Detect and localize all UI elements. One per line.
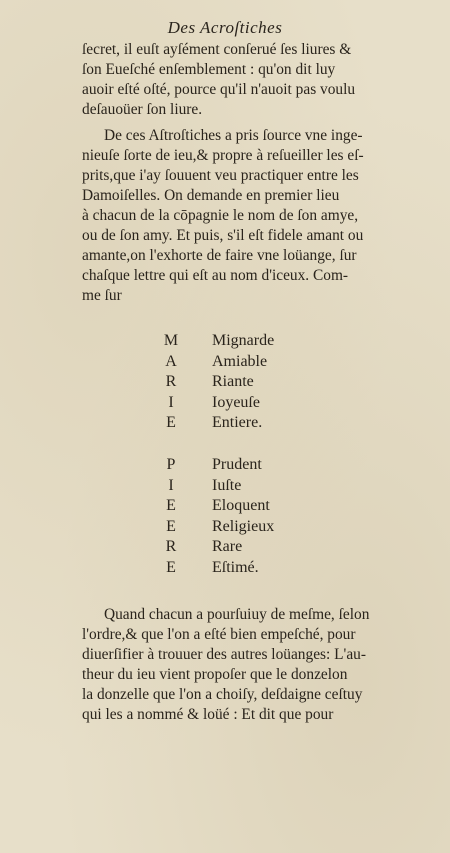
acrostic-row: [130, 558, 350, 579]
acrostic-letter: A: [165, 352, 177, 370]
text-line: l'ordre,& que l'on a eſté bien empeſché, pour: [82, 626, 356, 643]
text-line: amante,on l'exhorte de faire vne loüange, ſur: [82, 247, 357, 264]
acrostic-word: Prudent: [212, 456, 262, 473]
text-line: me ſur: [82, 287, 122, 304]
acrostic-word: Eloquent: [212, 497, 270, 514]
acrostic-row: [130, 476, 350, 497]
acrostic-row: [130, 393, 350, 414]
acrostic-letter: E: [166, 558, 176, 576]
acrostic-letter: E: [166, 414, 176, 431]
text-line: qui les a nommé & loüé : Et dit que pour: [82, 706, 334, 723]
paragraph-1: [82, 40, 432, 120]
text-line: Damoiſelles. On demande en premier lieu: [82, 187, 340, 204]
text-line: ſecret, il euſt ayſément conſerué ſes liures &: [82, 41, 352, 58]
text-line: diuerſifier à trouuer des autres loüanges: L'au-: [82, 646, 366, 663]
acrostic-row: [130, 331, 350, 352]
text-line: Quand chacun a pourſuiuy de meſme, ſelon: [104, 606, 370, 623]
acrostic-marie: [130, 331, 350, 434]
text-line: deſauoüer ſon liure.: [82, 101, 203, 118]
acrostic-word: Rare: [212, 538, 243, 555]
acrostic-row: [130, 455, 350, 476]
acrostic-word: Entiere.: [212, 414, 263, 431]
acrostic-word: Ioyeuſe: [212, 393, 260, 411]
acrostic-word: Mignarde: [212, 332, 275, 349]
paragraph-3: [82, 605, 432, 725]
text-line: theur du ieu vient propoſer que le donzelon: [82, 666, 348, 683]
acrostic-letter: R: [165, 538, 177, 555]
text-line: chaſque lettre qui eſt au nom d'iceux. Com-: [82, 267, 349, 284]
acrostic-word: Eſtimé.: [212, 558, 259, 576]
text-line: auoir eſté oſté, pource qu'il n'auoit pas voulu: [82, 81, 356, 98]
paragraph-2: [82, 126, 432, 306]
acrostic-letter: R: [165, 373, 177, 390]
acrostic-row: [130, 372, 350, 393]
text-line: prits,que i'ay ſouuent veu practiquer entre les: [82, 167, 359, 184]
acrostic-row: [130, 413, 350, 434]
acrostic-row: [130, 537, 350, 558]
acrostic-pierre: [130, 455, 350, 578]
acrostic-word: Riante: [212, 373, 254, 390]
acrostic-letter: P: [166, 456, 176, 473]
acrostic-letter: I: [168, 476, 174, 494]
acrostic-letter: E: [166, 517, 176, 535]
acrostic-word: Amiable: [212, 352, 268, 370]
text-line: De ces Aſtroſtiches a pris ſource vne inge-: [104, 127, 363, 144]
text-line: la donzelle que l'on a choiſy, deſdaigne ceſtuy: [82, 686, 363, 703]
acrostic-word: Religieux: [212, 517, 275, 535]
acrostic-row: [130, 496, 350, 517]
acrostic-row: [130, 352, 350, 373]
text-line: ſon Eueſché enſemblement : qu'on dit luy: [82, 61, 336, 78]
acrostic-letter: I: [168, 393, 174, 411]
text-line: à chacun de la cōpagnie le nom de ſon amye,: [82, 207, 359, 224]
acrostic-letter: E: [166, 497, 176, 514]
running-head: Des Acroſtiches: [167, 18, 283, 37]
acrostic-row: [130, 517, 350, 538]
acrostic-word: Iuſte: [212, 476, 242, 494]
text-line: nieuſe ſorte de ieu,& propre à reſueiller les eſ-: [82, 147, 364, 164]
text-line: ou de ſon amy. Et puis, s'il eſt fidele amant ou: [82, 227, 364, 244]
acrostic-letter: M: [163, 332, 179, 349]
